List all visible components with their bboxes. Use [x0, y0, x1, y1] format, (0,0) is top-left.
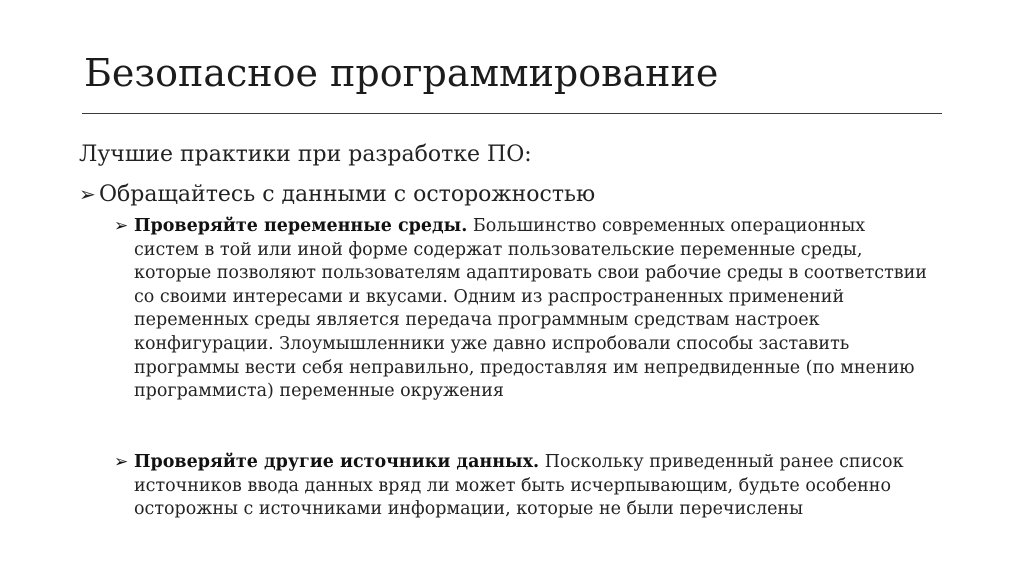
arrowhead-bullet-icon: ➢	[79, 182, 96, 206]
title-divider	[82, 113, 942, 114]
bullet-text: Поскольку приведенный ранее список источников ввода данных вряд ли может быть исчерпывающим, будьте особенно осторожны с источниками информации, которые не были перечислены	[134, 452, 904, 520]
slide-title: Безопасное программирование	[84, 51, 719, 95]
bullet-lead: Проверяйте переменные среды.	[134, 216, 468, 236]
bullet-level2-other-sources	[114, 451, 934, 522]
intro-text: Лучшие практики при разработке ПО:	[79, 142, 532, 167]
bullet-lead: Проверяйте другие источники данных.	[134, 452, 540, 472]
bullet-level2-env-vars	[114, 215, 934, 404]
bullet-body	[134, 451, 934, 522]
bullet-level1-text: Обращайтесь с данными с осторожностью	[99, 182, 596, 207]
bullet-body	[134, 215, 934, 404]
bullet-text: Большинство современных операционных систем в той или иной форме содержат пользовательские переменные среды, которые позволяют пользователям адаптировать свои рабочие среды в соответствии со своими интересами и вкусами. Одним из распространенных применений переменных среды является передача программным средствам настроек конфигурации. Злоумышленники уже давно испробовали способы заставить программы вести себя неправильно, предоставляя им непредвиденные (по мнению программиста) переменные окружения	[134, 216, 927, 402]
bullet-level1	[79, 178, 595, 211]
arrowhead-bullet-icon: ➢	[114, 452, 129, 472]
arrowhead-bullet-icon: ➢	[114, 216, 129, 236]
